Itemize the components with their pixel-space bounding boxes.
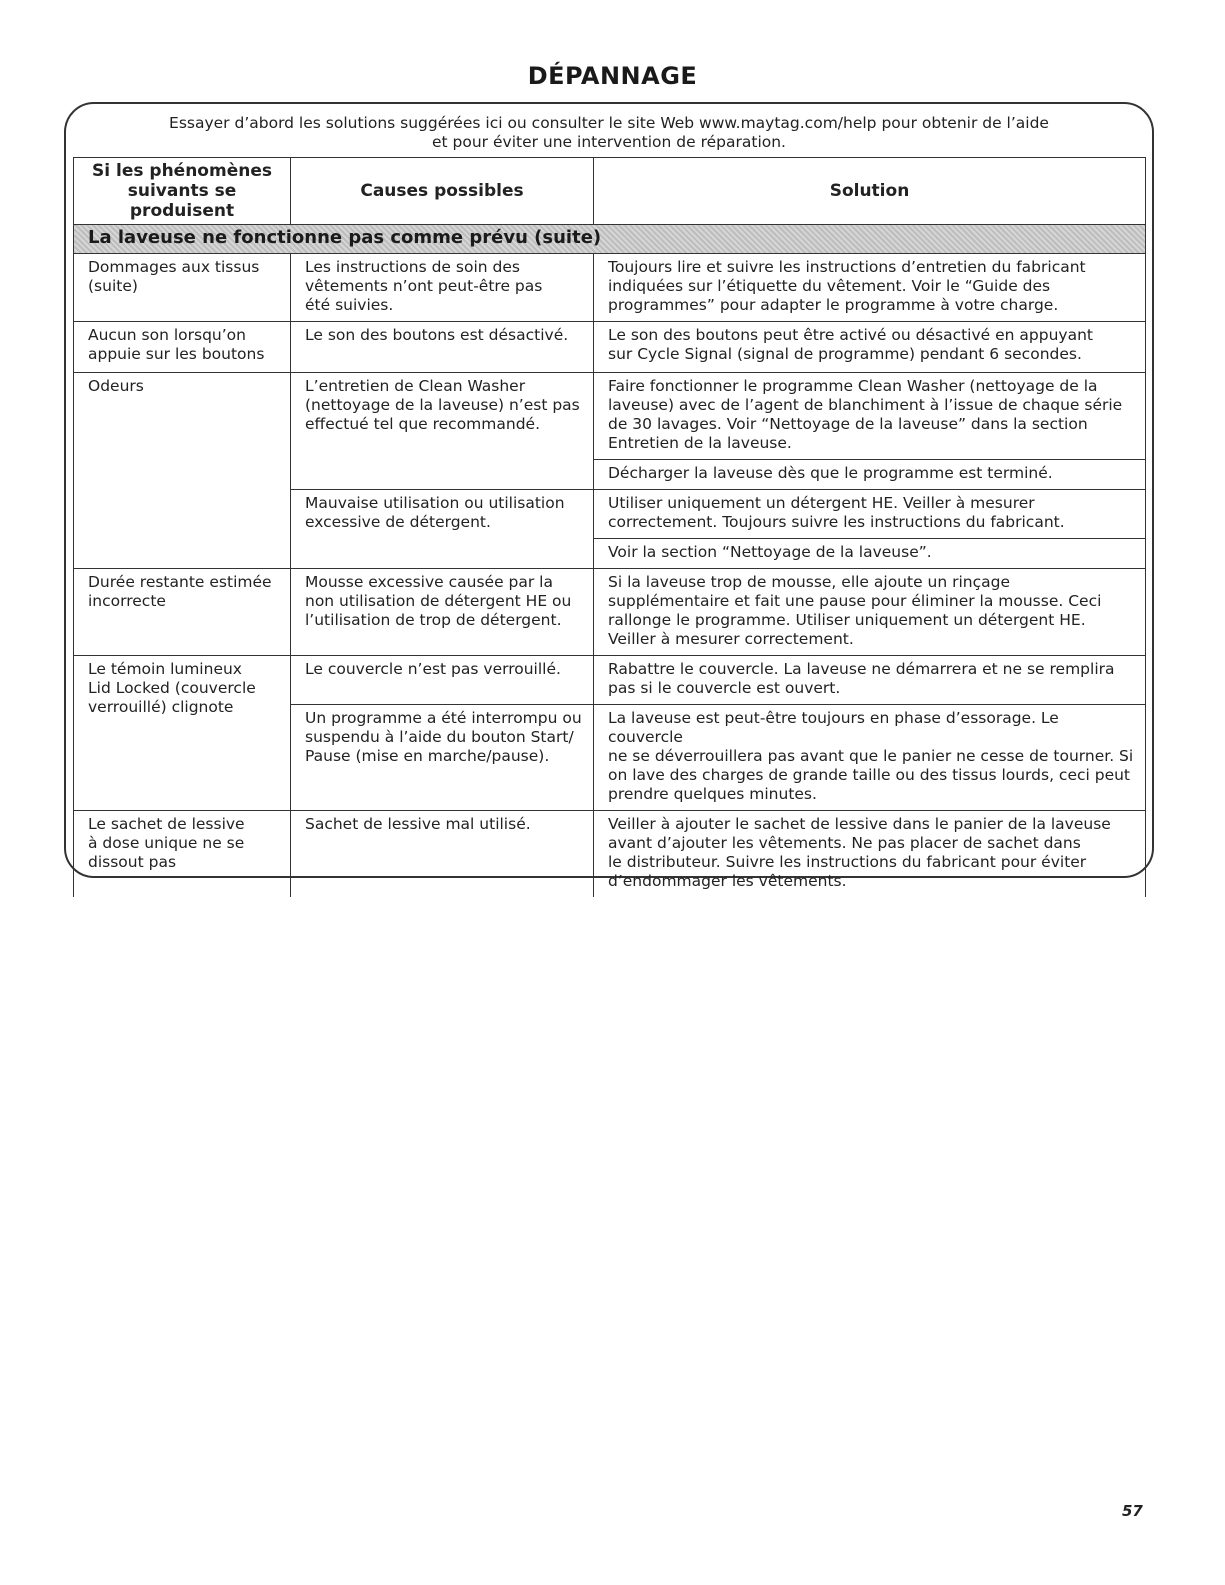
solution-cell: Si la laveuse trop de mousse, elle ajoute un rinçage supplémentaire et fait une pause pour éliminer la mousse. Ceci rallonge le programme. Utiliser uniquement un détergent HE. Veiller à mesurer correctement. [594,569,1146,656]
section-row [74,225,1146,254]
solution-cell: Le son des boutons peut être activé ou désactivé en appuyant sur Cycle Signal (signal de programme) pendant 6 secondes. [594,322,1146,373]
table-header-row [74,158,1146,225]
cause-cell: Un programme a été interrompu ou suspendu à l’aide du bouton Start/ Pause (mise en marche/pause). [291,705,594,811]
symptom-cell: Durée restante estimée incorrecte [74,569,291,656]
symptom-cell: Le témoin lumineux Lid Locked (couvercle verrouillé) clignote [74,656,291,811]
header-cause: Causes possibles [291,158,594,225]
intro-line-2: et pour éviter une intervention de réparation. [432,133,786,151]
intro-line-1: Essayer d’abord les solutions suggérées ici ou consulter le site Web www.maytag.com/help pour obtenir de l’aide [169,114,1049,132]
table-row [74,656,1146,705]
symptom-cell: Dommages aux tissus (suite) [74,254,291,322]
cause-cell: Sachet de lessive mal utilisé. [291,811,594,898]
solution-cell: Toujours lire et suivre les instructions d’entretien du fabricant indiquées sur l’étiquette du vêtement. Voir le “Guide des programmes” pour adapter le programme à votre charge. [594,254,1146,322]
symptom-cell: Aucun son lorsqu’on appuie sur les boutons [74,322,291,373]
solution-cell: La laveuse est peut-être toujours en phase d’essorage. Le couvercle ne se déverrouillera pas avant que le panier ne cesse de tourner. Si on lave des charges de grande taille ou des tissus lourds, ceci peut prendre quelques minutes. [594,705,1146,811]
cause-cell: Mousse excessive causée par la non utilisation de détergent HE ou l’utilisation de trop de détergent. [291,569,594,656]
solution-cell: Veiller à ajouter le sachet de lessive dans le panier de la laveuse avant d’ajouter les vêtements. Ne pas placer de sachet dans le distributeur. Suivre les instructions du fabricant pour éviter d’endommager les vêtements. [594,811,1146,898]
table-row [74,373,1146,460]
symptom-cell: Odeurs [74,373,291,569]
table-row [74,254,1146,322]
header-symptom: Si les phénomènes suivants se produisent [74,158,291,225]
table-row [74,322,1146,373]
solution-cell: Rabattre le couvercle. La laveuse ne démarrera et ne se remplira pas si le couvercle est ouvert. [594,656,1146,705]
solution-cell: Utiliser uniquement un détergent HE. Veiller à mesurer correctement. Toujours suivre les instructions du fabricant. [594,490,1146,539]
solution-cell: Faire fonctionner le programme Clean Washer (nettoyage de la laveuse) avec de l’agent de blanchiment à l’issue de chaque série de 30 lavages. Voir “Nettoyage de la laveuse” dans la section Entretien de la laveuse. [594,373,1146,460]
cause-cell: Mauvaise utilisation ou utilisation excessive de détergent. [291,490,594,569]
header-solution: Solution [594,158,1146,225]
cause-cell: Le couvercle n’est pas verrouillé. [291,656,594,705]
symptom-cell: Le sachet de lessive à dose unique ne se dissout pas [74,811,291,898]
section-title: La laveuse ne fonctionne pas comme prévu (suite) [74,225,1146,254]
troubleshooting-table [73,157,1146,897]
solution-cell: Décharger la laveuse dès que le programme est terminé. [594,460,1146,490]
cause-cell: Les instructions de soin des vêtements n’ont peut-être pas été suivies. [291,254,594,322]
page-number: 57 [1122,1502,1143,1520]
page-title: DÉPANNAGE [527,62,698,90]
table-row [74,811,1146,898]
table-row [74,569,1146,656]
intro-text [73,114,1145,152]
cause-cell: Le son des boutons est désactivé. [291,322,594,373]
cause-cell: L’entretien de Clean Washer (nettoyage de la laveuse) n’est pas effectué tel que recommandé. [291,373,594,490]
solution-cell: Voir la section “Nettoyage de la laveuse”. [594,539,1146,569]
